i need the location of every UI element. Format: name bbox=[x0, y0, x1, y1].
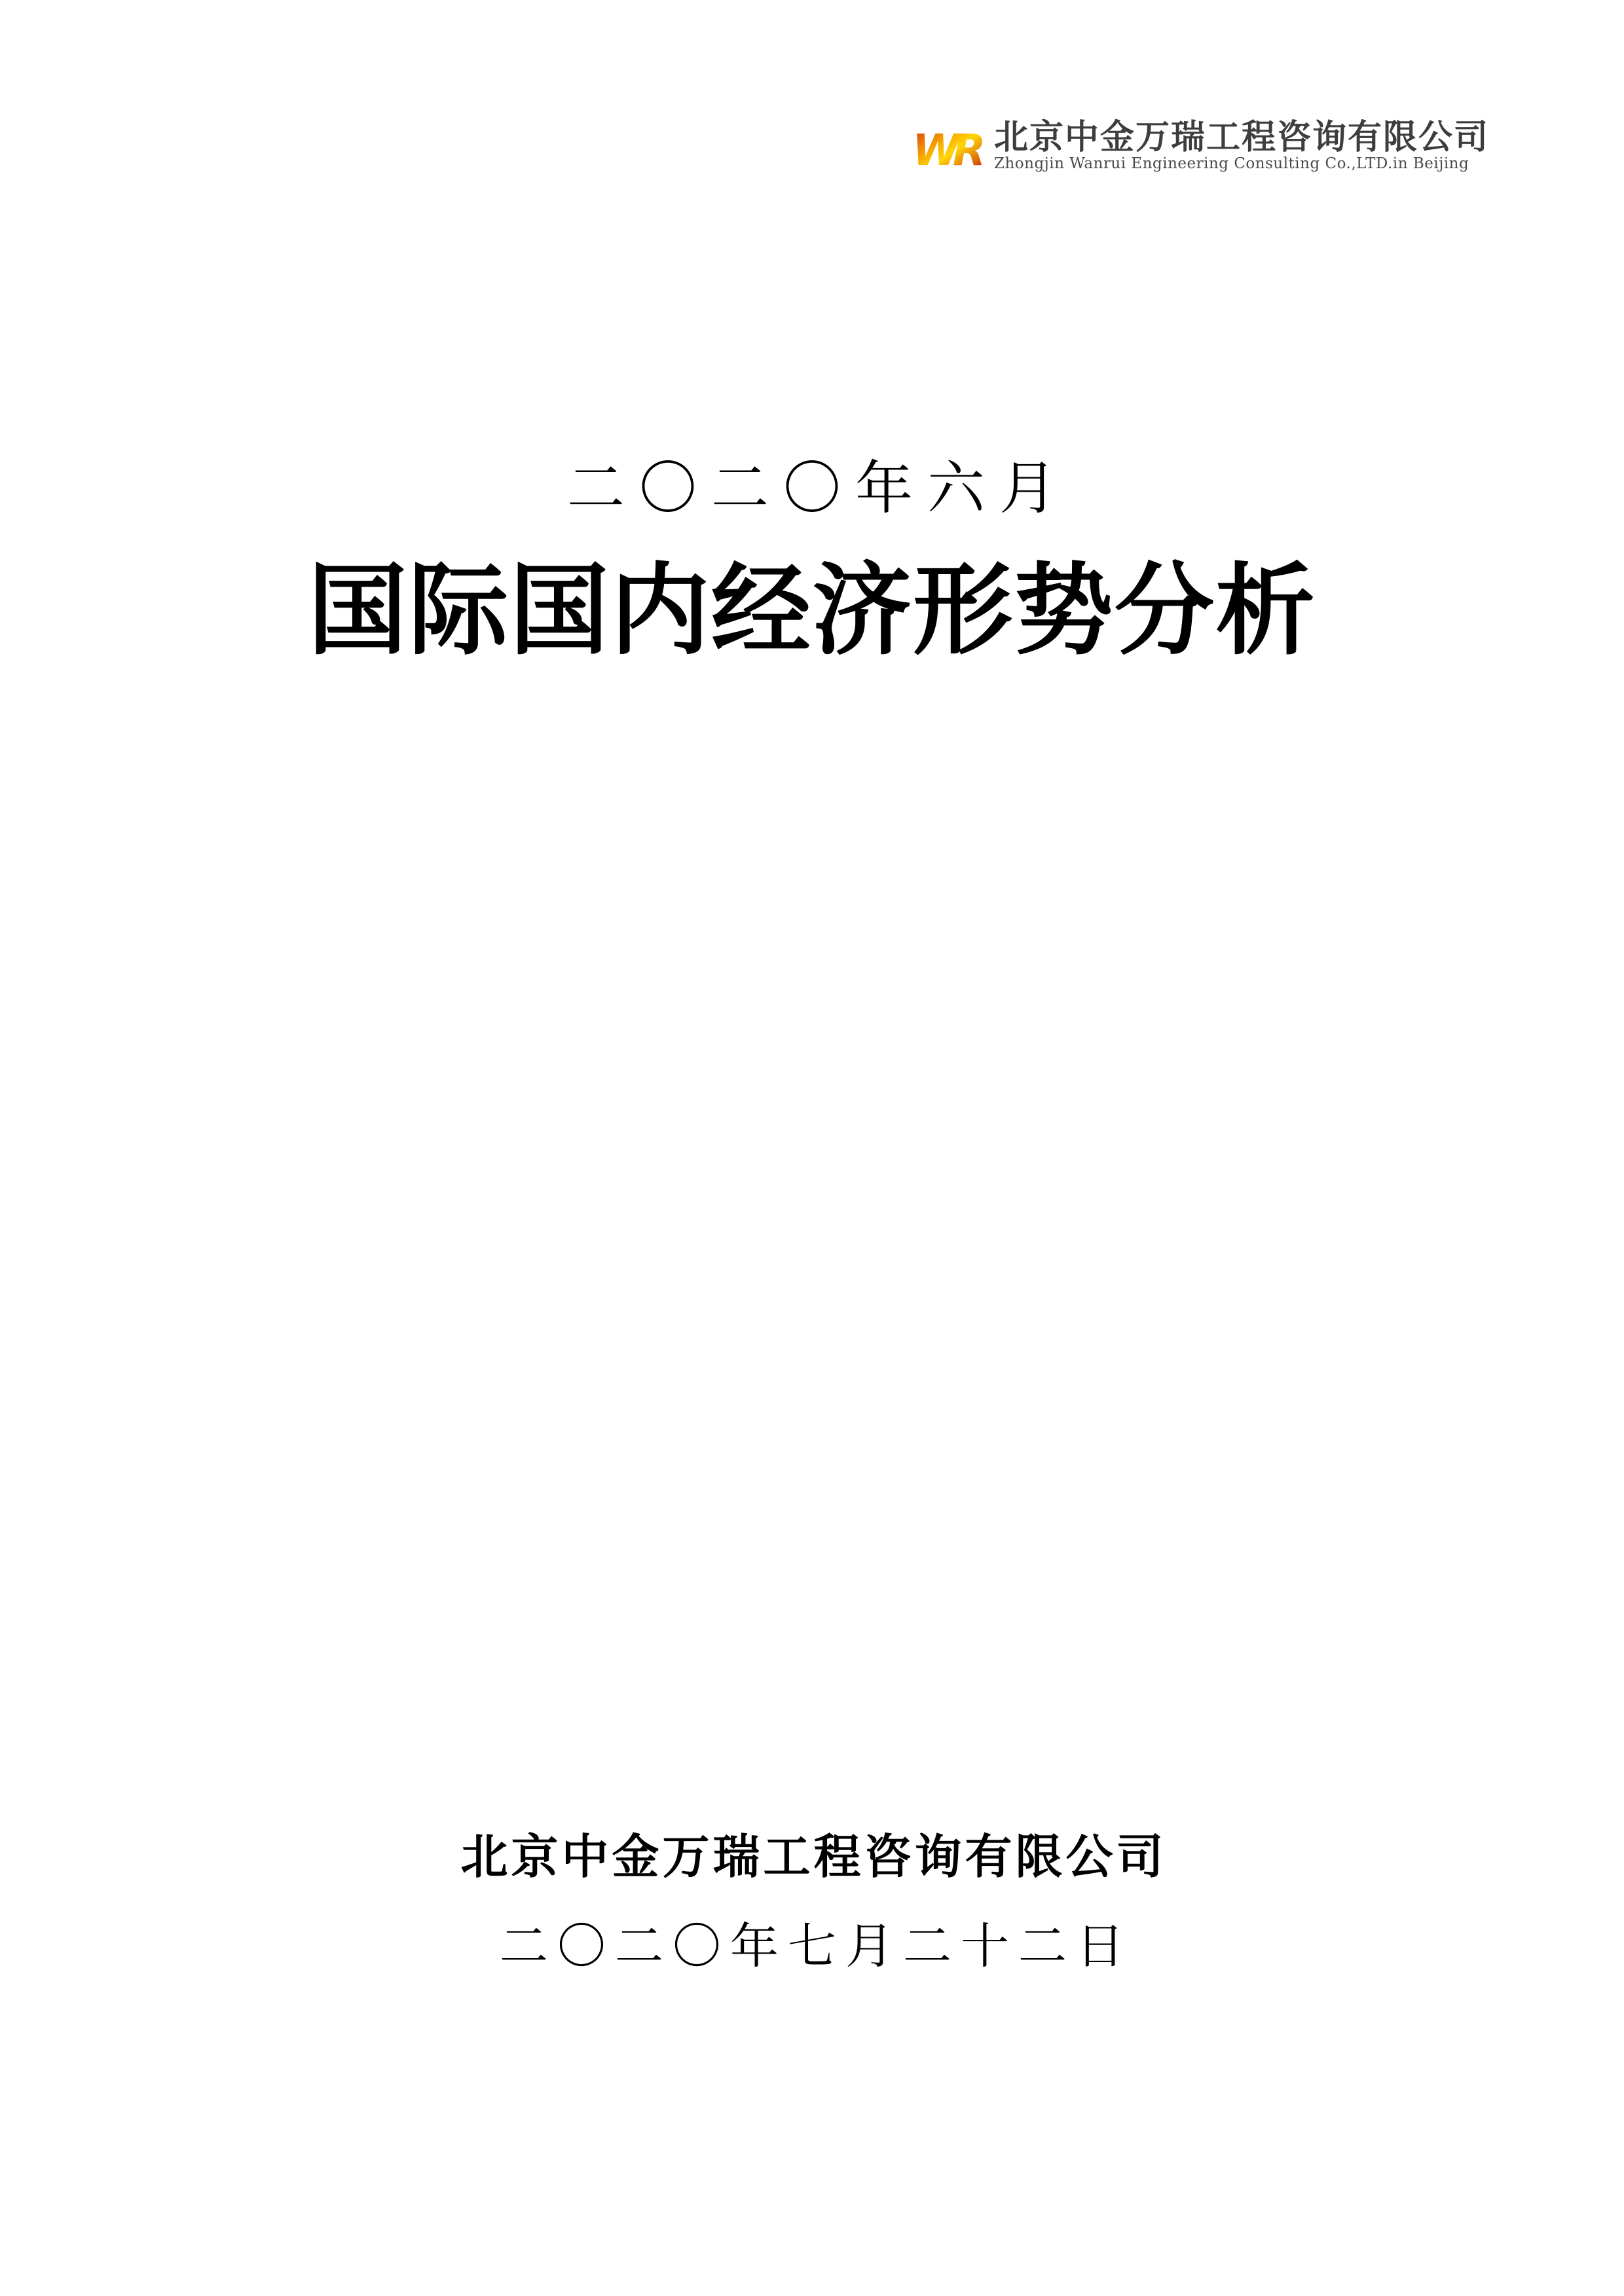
cover-main-title: 国际国内经济形势分析 bbox=[308, 551, 1316, 668]
company-logo bbox=[912, 120, 1489, 172]
logo-company-name-en: Zhongjin Wanrui Engineering Consulting Co.,LTD.in Beijing bbox=[993, 155, 1469, 172]
footer-company-name: 北京中金万瑞工程咨询有限公司 bbox=[460, 1829, 1167, 1884]
cover-period-line: 二〇二〇年六月 bbox=[566, 454, 1071, 522]
wr-monogram-text: WR bbox=[912, 126, 979, 172]
logo-company-name-zh: 北京中金万瑞工程咨询有限公司 bbox=[993, 118, 1489, 157]
wr-monogram-icon bbox=[912, 126, 985, 172]
footer-publish-date: 二〇二〇年七月二十二日 bbox=[500, 1918, 1134, 1975]
logo-text-column bbox=[994, 120, 1489, 172]
